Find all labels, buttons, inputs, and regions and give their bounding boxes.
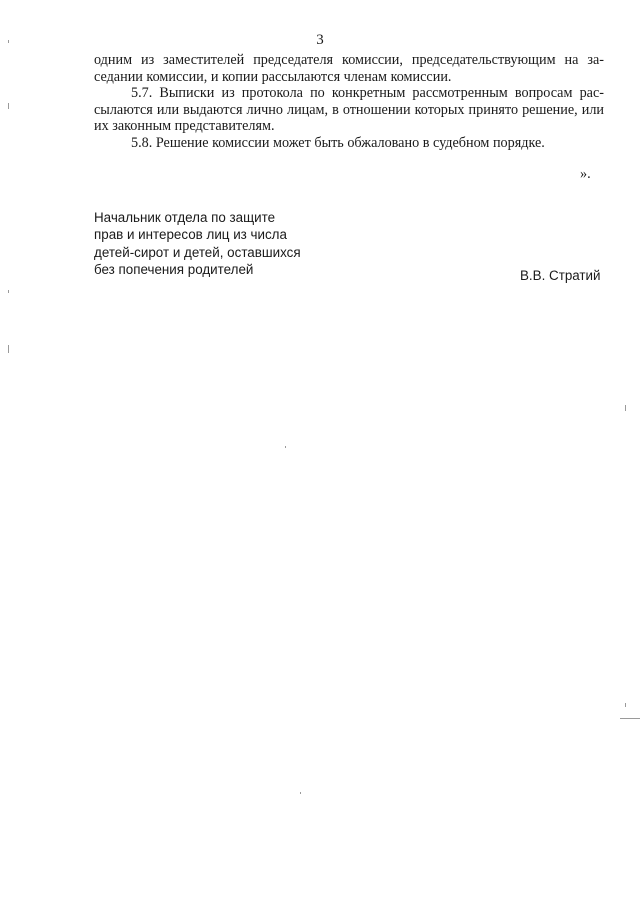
closing-quote: ». xyxy=(580,166,591,182)
signature-position-line: детей-сирот и детей, оставшихся xyxy=(94,244,301,260)
paragraph-5-8: 5.8. Решение комиссии может быть обжаловано в судебном порядке. xyxy=(131,134,545,151)
scan-artifact xyxy=(625,405,626,411)
scan-artifact xyxy=(300,792,301,794)
scan-artifact xyxy=(8,103,9,109)
scan-artifact xyxy=(8,290,9,293)
signature-position xyxy=(94,209,301,278)
scan-artifact xyxy=(8,40,9,43)
paragraph-continuation: одним из заместителей председателя комиссии, председательствующим на заседании комиссии, и копии рассылаются членам комиссии. xyxy=(94,52,604,85)
paragraph-5-7: 5.7. Выписки из протокола по конкретным рассмотренным вопросам рассылаются или выдаются лично лицам, в отношении которых принято решение, или их законным представителям. xyxy=(94,85,604,134)
scan-artifact xyxy=(620,718,640,719)
document-body xyxy=(94,52,604,151)
signature-position-line: прав и интересов лиц из числа xyxy=(94,227,287,243)
page-number: 3 xyxy=(316,32,324,48)
signer-name: В.В. Стратий xyxy=(520,268,601,283)
scan-artifact xyxy=(625,703,626,707)
signature-position-line: Начальник отдела по защите xyxy=(94,210,276,225)
scan-artifact xyxy=(285,446,286,448)
scan-artifact xyxy=(8,345,9,353)
signature-position-line: без попечения родителей xyxy=(94,261,254,277)
